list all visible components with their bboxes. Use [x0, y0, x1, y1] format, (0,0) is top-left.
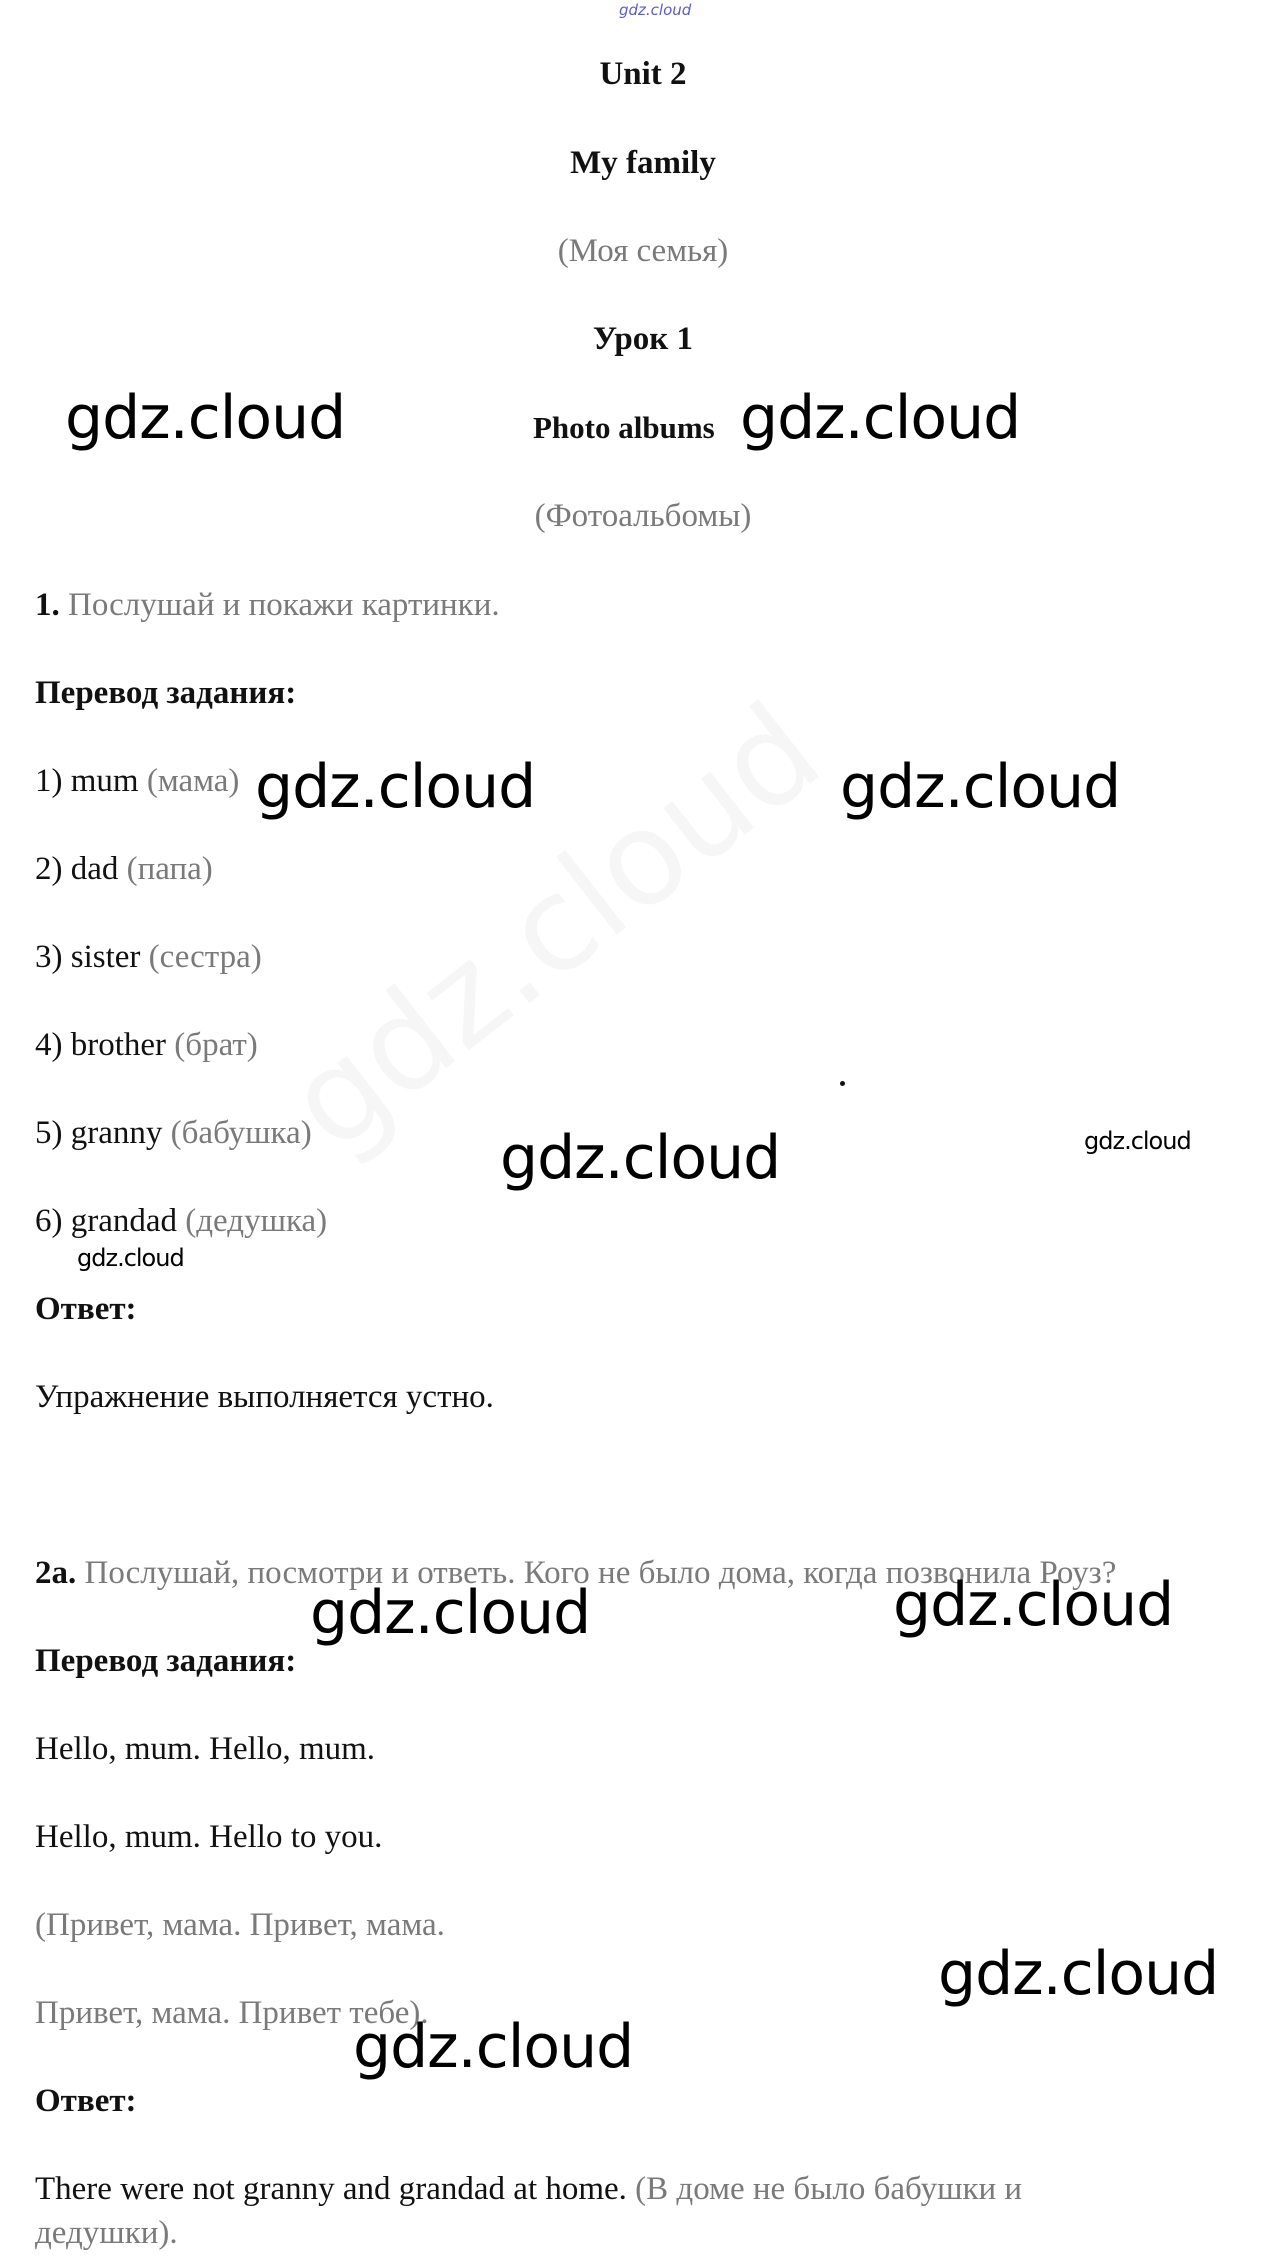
word-item	[35, 761, 239, 801]
word-item	[35, 937, 262, 977]
word-ru: (папа)	[118, 851, 213, 887]
word-ru: (мама)	[138, 763, 240, 799]
watermark: gdz.cloud	[255, 752, 536, 822]
answer-text: Упражнение выполняется устно.	[35, 1379, 494, 1415]
stray-dot	[840, 1081, 845, 1086]
watermark: gdz.cloud	[740, 383, 1021, 453]
word-ru: (сестра)	[140, 939, 262, 975]
word-en: 4) brother	[35, 1027, 167, 1063]
answer-ru: (В доме не было бабушки и	[626, 2171, 1023, 2207]
translation-heading: Перевод задания:	[35, 1643, 297, 1679]
answer-en: There were not granny and grandad at home.	[35, 2171, 627, 2207]
exercise-number: 2a.	[35, 1555, 77, 1591]
song-line-ru: (Привет, мама. Привет, мама.	[35, 1907, 445, 1943]
word-item	[35, 1201, 327, 1241]
word-en: 2) dad	[35, 851, 119, 887]
word-item	[35, 1025, 258, 1065]
answer-text	[35, 2169, 1022, 2209]
word-ru: (дедушка)	[177, 1203, 328, 1239]
unit-title: My family	[570, 145, 716, 181]
word-en: 6) grandad	[35, 1203, 178, 1239]
word-ru: (брат)	[166, 1027, 258, 1063]
exercise-1-task	[35, 585, 500, 625]
watermark: gdz.cloud	[840, 752, 1121, 822]
translation-heading: Перевод задания:	[35, 675, 297, 711]
lesson-title: Photo albums	[533, 410, 715, 445]
song-line: Hello, mum. Hello to you.	[35, 1819, 383, 1855]
exercise-task-text: Послушай и покажи картинки.	[59, 587, 500, 623]
lesson-title-ru: (Фотоальбомы)	[534, 498, 752, 534]
top-watermark: gdz.cloud	[619, 1, 692, 19]
answer-ru-continued: дедушки).	[35, 2215, 178, 2251]
lesson-heading: Урок 1	[592, 321, 694, 357]
word-item	[35, 849, 213, 889]
exercise-number: 1.	[35, 587, 60, 623]
exercise-task-text: Послушай, посмотри и ответь. Кого не было дома, когда позвонила Роуз?	[76, 1555, 1117, 1591]
word-en: 1) mum	[35, 763, 139, 799]
watermark: gdz.cloud	[893, 1570, 1174, 1640]
watermark: gdz.cloud	[353, 2012, 634, 2082]
word-en: 3) sister	[35, 939, 141, 975]
word-ru: (бабушка)	[162, 1115, 312, 1151]
background-watermark	[260, 674, 847, 1180]
watermark: gdz.cloud	[938, 1939, 1219, 2009]
watermark: gdz.cloud	[500, 1123, 781, 1193]
song-line: Hello, mum. Hello, mum.	[35, 1731, 376, 1767]
answer-heading: Ответ:	[35, 1291, 137, 1327]
word-item	[35, 1113, 312, 1153]
song-line-ru: Привет, мама. Привет тебе).	[35, 1995, 429, 2031]
watermark: gdz.cloud	[77, 1244, 184, 1272]
unit-heading: Unit 2	[599, 56, 687, 92]
watermark: gdz.cloud	[310, 1578, 591, 1648]
answer-heading: Ответ:	[35, 2083, 137, 2119]
unit-title-ru: (Моя семья)	[557, 233, 729, 269]
word-en: 5) granny	[35, 1115, 163, 1151]
watermark: gdz.cloud	[1084, 1127, 1191, 1155]
watermark: gdz.cloud	[65, 383, 346, 453]
